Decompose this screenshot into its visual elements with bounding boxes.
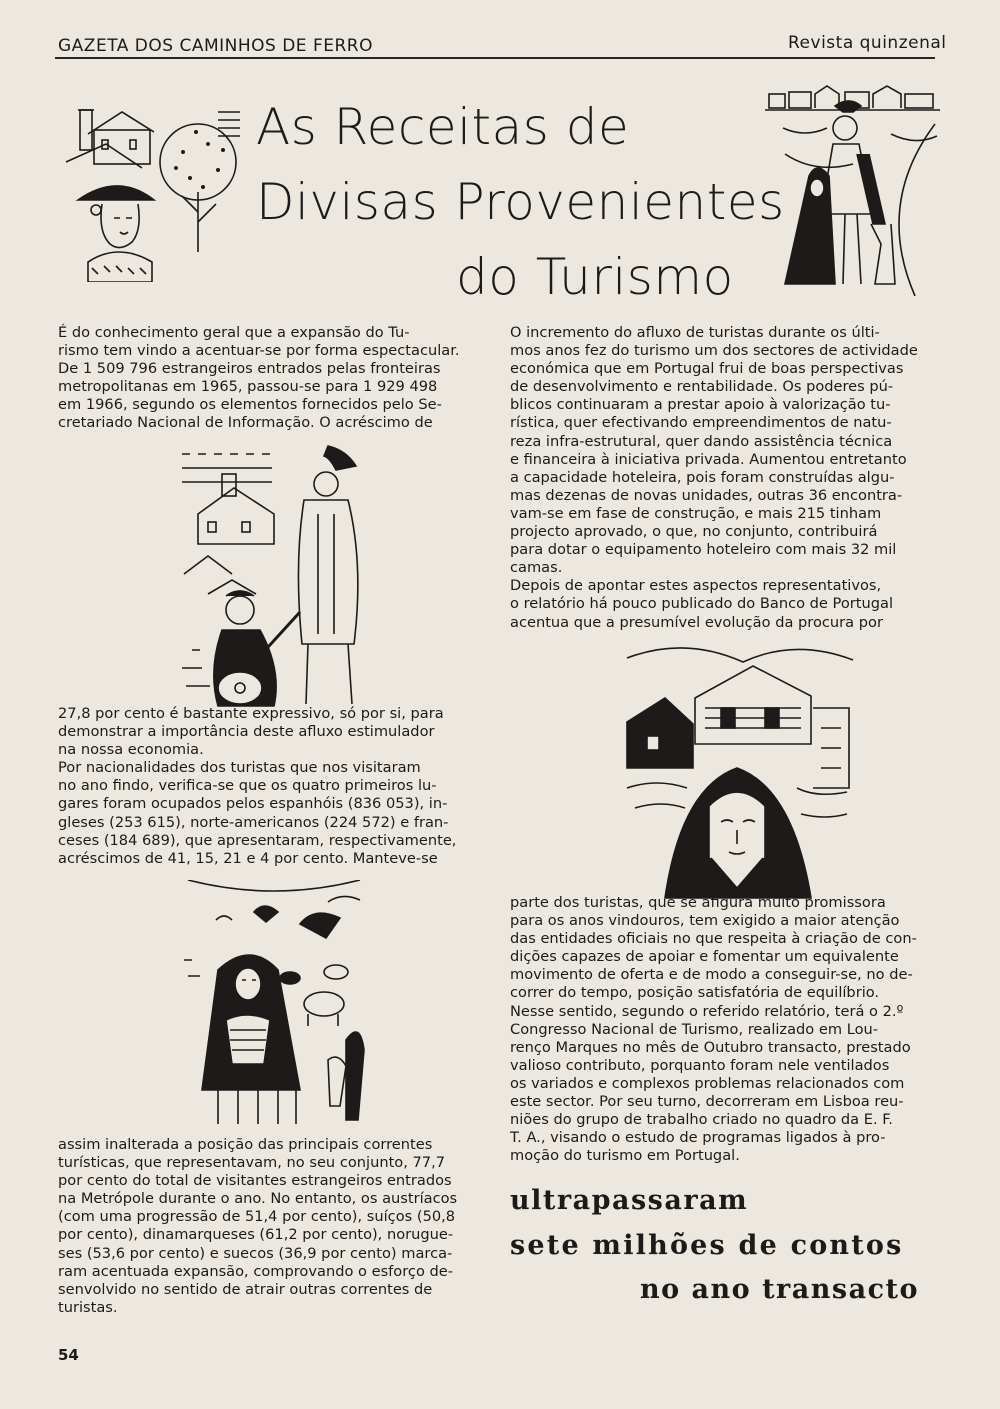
left-column-paragraph-1: É do conhecimento geral que a expansão do Tu- rismo tem vindo a acentuar-se por forma espectacular. De 1 509 796 estrangeiros entrados pelas fronteiras metropolitanas em 1965, passou-se para 1 929 498 em 1966, segundo os elementos fornecidos pelo Se- cretariado Nacional de Informação. O acréscimo de <box>58 324 460 432</box>
right-column-paragraph-1: O incremento do afluxo de turistas durante os últi- mos anos fez do turismo um dos sectores de actividade económica que em Portugal frui de boas perspectivas de desenvolvimento e rentabilidade. Os poderes pú- blicos continuaram a prestar apoio à valorização tu- rística, quer efectivando empreendimentos de natu- reza infra-estrutural, quer dando assistência técnica e financeira à iniciativa privada. Aumentou entretanto a capacidade hoteleira, pois foram construídas algu- mas dezenas de novas unidades, outras 36 encontra- vam-se em fase de construção, e mais 215 tinham projecto aprovado, o que, no conjunto, contribuirá para dotar o equipamento hoteleiro com mais 32 mil camas. Depois de apontar estes aspectos representativos, o relatório há pouco publicado do Banco de Portugal acentua que a presumível evolução da procura por <box>510 324 918 631</box>
headline-line-2: sete milhões de contos <box>510 1230 904 1261</box>
page-number: 54 <box>58 1346 79 1364</box>
publication-title: GAZETA DOS CAMINHOS DE FERRO <box>58 36 373 56</box>
headline-line-1: ultrapassaram <box>510 1185 749 1216</box>
women-by-the-sea-illustration <box>765 84 940 296</box>
left-column-paragraph-2: 27,8 por cento é bastante expressivo, só por si, para demonstrar a importância deste afluxo estimulador na nossa economia. Por nacionalidades dos turistas que nos visitaram no ano findo, verifica-se que os quatro primeiros lu- gares foram ocupados pelos espanhóis (836 053), in- gleses (253 615), norte-americanos (224 572) e fran- ceses (184 689), que apresentaram, respectivamente, acréscimos de 41, 15, 21 e 4 por cento. Manteve-se <box>58 705 457 867</box>
header-rule <box>55 57 935 59</box>
guitar-player-illustration <box>178 444 370 709</box>
shepherdess-with-sheep-illustration <box>178 880 370 1125</box>
headline-line-3: no ano transacto <box>640 1274 920 1305</box>
article-title-line-3: do Turismo <box>456 248 734 306</box>
woman-with-hat-illustration <box>58 92 248 282</box>
publication-frequency: Revista quinzenal <box>788 33 947 53</box>
article-title-line-2: Divisas Provenientes <box>256 173 785 231</box>
village-woman-illustration <box>625 638 855 900</box>
left-column-paragraph-3: assim inalterada a posição das principais correntes turísticas, que representavam, no seu conjunto, 77,7 por cento do total de visitantes estrangeiros entrados na Metrópole durante o ano. No entanto, os austríacos (com uma progressão de 51,4 por cento), suíços (50,8 por cento), dinamarqueses (61,2 por cento), norugue- ses (53,6 por cento) e suecos (36,9 por cento) marca- ram acentuada expansão, comprovando o esforço de- senvolvido no sentido de atrair outras correntes de turistas. <box>58 1136 458 1316</box>
right-column-paragraph-2: parte dos turistas, que se afigura muito promissora para os anos vindouros, tem exigido a maior atenção das entidades oficiais no que respeita à criação de con- dições capazes de apoiar e fomentar um equivalente movimento de oferta e de modo a conseguir-se, no de- correr do tempo, posição satisfatória de equilíbrio. Nesse sentido, segundo o referido relatório, terá o 2.º Congresso Nacional de Turismo, realizado em Lou- renço Marques no mês de Outubro transacto, prestado valioso contributo, porquanto foram nele ventilados os variados e complexos problemas relacionados com este sector. Por seu turno, decorreram em Lisboa reu- niões do grupo de trabalho criado no quadro da E. F. T. A., visando o estudo de programas ligados à pro- moção do turismo em Portugal. <box>510 894 917 1165</box>
article-title-line-1: As Receitas de <box>256 98 630 156</box>
